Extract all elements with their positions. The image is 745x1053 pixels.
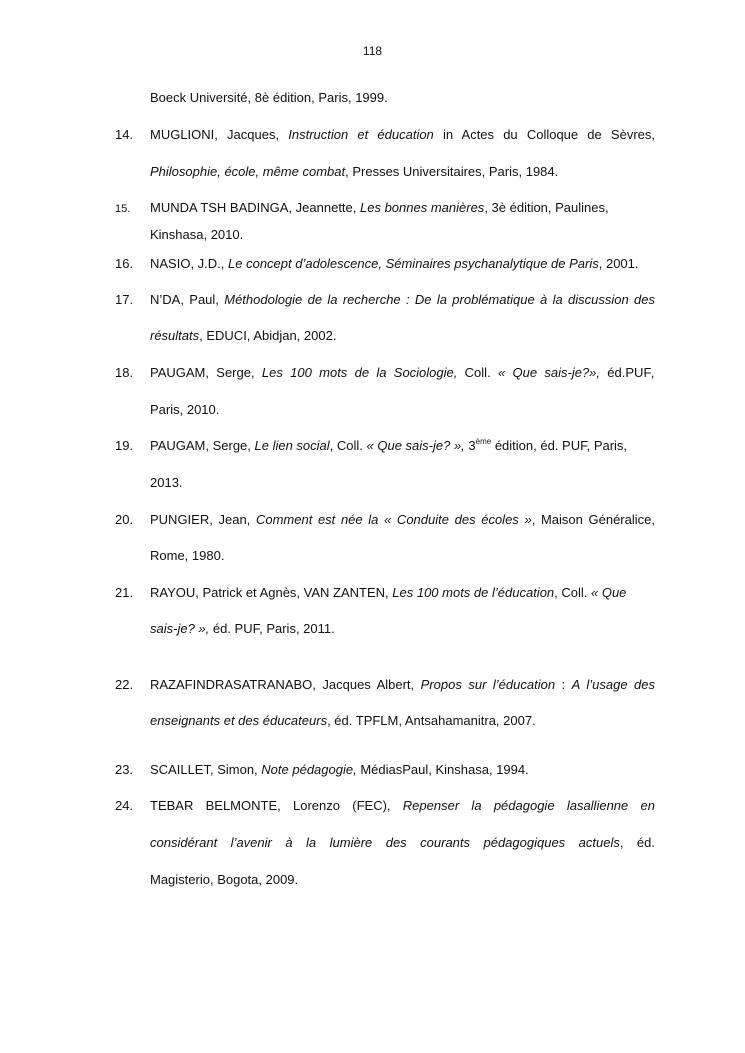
reference-text: NASIO, J.D., [150, 256, 229, 271]
reference-text: Paris, 2010. [150, 402, 220, 417]
reference-line [150, 761, 529, 779]
reference-line [150, 676, 655, 694]
title-text: , [651, 365, 656, 380]
entry-number: 22. [115, 677, 134, 692]
reference-text: MédiasPaul, Kinshasa, 1994. [356, 762, 529, 777]
title-text: enseignants et des éducateurs [150, 713, 328, 728]
reference-text: SCAILLET, Simon, [150, 762, 262, 777]
title-text: « Que [591, 585, 627, 600]
reference-line [150, 547, 224, 565]
entry-number: 19. [115, 438, 134, 453]
title-text: Philosophie, école, même combat [150, 164, 346, 179]
title-text: « Que sais-je?», [497, 365, 601, 380]
entry-number: 21. [115, 585, 134, 600]
reference-text: TEBAR BELMONTE, Lorenzo (FEC), [150, 798, 403, 813]
reference-text: 2013. [150, 475, 183, 490]
reference-text: 3 [464, 438, 476, 453]
reference-text: , Coll. [554, 585, 591, 600]
title-text: Les 100 mots de la Sociologie, [261, 365, 458, 380]
entry-number: 20. [115, 512, 134, 527]
reference-line [150, 437, 627, 455]
reference-text: , 3è édition, Paulines, [484, 200, 609, 215]
reference-text: PUNGIER, Jean, [150, 512, 256, 527]
reference-text: Magisterio, Bogota, 2009. [150, 872, 299, 887]
title-text: Méthodologie de la recherche : De la problématique à la discussion des [224, 292, 655, 307]
reference-text: , Maison Généralice, [531, 512, 655, 527]
reference-text: Kinshasa, 2010. [150, 227, 244, 242]
title-text: Comment est née la « Conduite des écoles » [255, 512, 532, 527]
reference-line [150, 163, 558, 181]
page-number: 118 [362, 44, 383, 58]
reference-line [150, 226, 243, 244]
reference-line [150, 871, 298, 889]
reference-text: édition, éd. PUF, Paris, [491, 438, 628, 453]
reference-line [150, 834, 655, 852]
reference-text: éd.PUF [600, 365, 652, 380]
reference-line [150, 199, 609, 217]
title-text: « Que sais-je? », [366, 438, 465, 453]
title-text: Les bonnes manières [360, 200, 485, 215]
reference-line [150, 712, 536, 730]
reference-line [150, 584, 626, 602]
title-text: Note pédagogie, [261, 762, 357, 777]
reference-text: , 2001. [598, 256, 639, 271]
reference-text: : [555, 677, 572, 692]
reference-text: , Coll. [329, 438, 367, 453]
reference-line [150, 364, 655, 382]
reference-line [150, 511, 655, 529]
superscript-text: ème [475, 437, 492, 446]
reference-line [150, 401, 219, 419]
reference-line [150, 327, 336, 345]
reference-line [150, 797, 655, 815]
reference-text: Rome, 1980. [150, 548, 225, 563]
reference-text: Coll. [457, 365, 498, 380]
reference-text: RAZAFINDRASATRANABO, Jacques Albert, [150, 677, 421, 692]
entry-number: 17. [115, 292, 134, 307]
reference-text: PAUGAM, Serge, [150, 365, 262, 380]
reference-line [150, 620, 335, 638]
entry-number: 24. [115, 798, 134, 813]
reference-text: MUNDA TSH BADINGA, Jeannette, [150, 200, 360, 215]
reference-line [150, 89, 388, 107]
reference-text: , Presses Universitaires, Paris, 1984. [345, 164, 559, 179]
entry-number: 16. [115, 256, 134, 271]
reference-line [150, 291, 655, 309]
reference-line [150, 126, 655, 144]
title-text: considérant l’avenir à la lumière des courants pédagogiques actuels [150, 835, 620, 850]
entry-number: 15. [115, 203, 131, 215]
title-text: sais-je? », [150, 621, 210, 636]
title-text: Le concept d’adolescence, Séminaires psychanalytique de Paris [228, 256, 599, 271]
reference-text: N’DA, Paul, [150, 292, 225, 307]
title-text: Le lien social [254, 438, 330, 453]
reference-text: RAYOU, Patrick et Agnès, VAN ZANTEN, [150, 585, 393, 600]
reference-line [150, 255, 639, 273]
reference-text: , éd. TPFLM, Antsahamanitra, 2007. [327, 713, 536, 728]
reference-text: Boeck Université, 8è édition, Paris, 1999. [150, 90, 388, 105]
entry-number: 14. [115, 127, 134, 142]
title-text: Les 100 mots de l’éducation [392, 585, 555, 600]
reference-text: MUGLIONI, Jacques, [150, 127, 289, 142]
title-text: A l’usage des [571, 677, 656, 692]
entry-number: 23. [115, 762, 134, 777]
title-text: Instruction et éducation [288, 127, 434, 142]
title-text: Repenser la pédagogie lasallienne en [402, 798, 655, 813]
reference-text: éd. PUF, Paris, 2011. [209, 621, 335, 636]
title-text: résultats [150, 328, 200, 343]
reference-text: , éd. [619, 835, 655, 850]
title-text: Propos sur l’éducation [420, 677, 556, 692]
reference-text: in Actes du Colloque de Sèvres, [433, 127, 656, 142]
reference-line [150, 474, 183, 492]
entry-number: 18. [115, 365, 134, 380]
reference-text: PAUGAM, Serge, [150, 438, 255, 453]
reference-text: , EDUCI, Abidjan, 2002. [199, 328, 337, 343]
